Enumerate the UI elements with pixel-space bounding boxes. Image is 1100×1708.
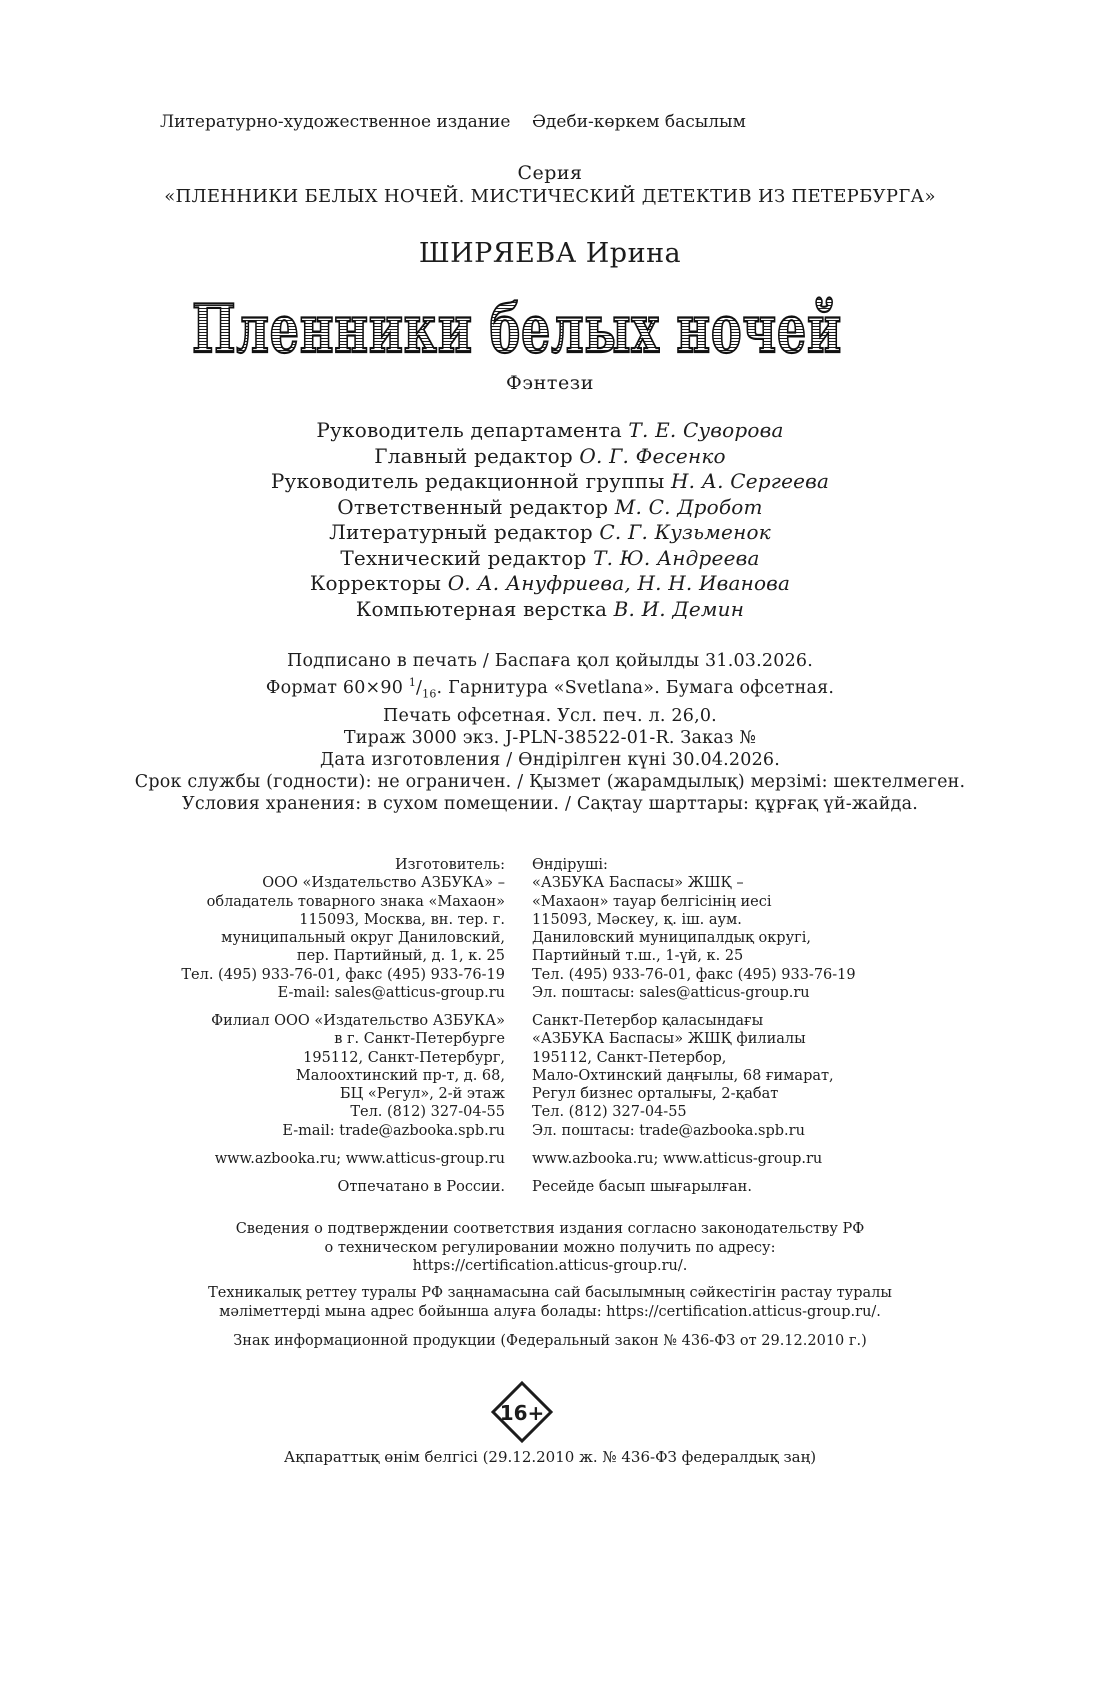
staff-role: Технический редактор <box>340 545 587 570</box>
info-product-sign-kz: Ақпараттық өнім белгісі (29.12.2010 ж. № 436-ФЗ федералдық заң) <box>283 1448 817 1466</box>
branch-kz-line: Мало-Охтинский даңғылы, 68 ғимарат, <box>532 1067 834 1084</box>
staff-role: Компьютерная верстка <box>355 596 608 621</box>
staff-role: Ответственный редактор <box>337 494 609 519</box>
manufacturer-kz-line: «АЗБУКА Баспасы» ЖШҚ – <box>532 875 744 892</box>
staff-role: Руководитель департамента <box>316 418 622 442</box>
staff-name: О. Г. Фесенко <box>579 443 726 468</box>
staff-name: О. А. Ануфриева, Н. Н. Иванова <box>447 571 791 595</box>
manufacturer-ru-line: ООО «Издательство АЗБУКА» – <box>262 875 505 892</box>
branch-ru-line: Филиал ООО «Издательство АЗБУКА» <box>211 1013 505 1029</box>
manufacturer-kz-line: Партийный т.ш., 1-үй, к. 25 <box>532 948 744 965</box>
staff-name: Н. А. Сергеева <box>671 469 830 493</box>
branch-ru-line: E-mail: trade@azbooka.spb.ru <box>282 1122 505 1139</box>
editorial-staff <box>0 418 1100 622</box>
series-label: Серия <box>517 162 583 184</box>
manufacturer-ru-line: обладатель товарного знака «Махаон» <box>206 893 505 910</box>
manufacturer-kz-line: 115093, Мәскеу, қ. іш. аум. <box>532 911 742 928</box>
staff-row <box>0 444 1100 470</box>
branch-kz-line: «АЗБУКА Баспасы» ЖШҚ филиалы <box>532 1031 806 1048</box>
staff-row <box>0 469 1100 495</box>
branch-kz-line: 195112, Санкт-Петербор, <box>532 1049 727 1066</box>
book-title-lettering <box>0 268 1100 378</box>
printed-in-kz: Ресейде басып шығарылған. <box>532 1179 752 1195</box>
staff-role: Руководитель редакционной группы <box>270 469 665 493</box>
manufacturer-ru-line: Изготовитель: <box>394 857 505 873</box>
book-title-text: Пленники белых ночей <box>192 290 842 368</box>
certification-kz-line: мәліметтерді мына адрес бойынша алуға болады: https://certification.atticus-group.ru/. <box>219 1303 881 1320</box>
manufacturer-kz-line: Эл. поштасы: sales@atticus-group.ru <box>532 985 810 1002</box>
staff-row <box>0 520 1100 546</box>
manufacturer-ru-line: 115093, Москва, вн. тер. г. <box>299 911 505 928</box>
manufacturer-kz <box>532 856 856 1002</box>
age-rating-badge <box>490 1380 554 1444</box>
series-name: «ПЛЕННИКИ БЕЛЫХ НОЧЕЙ. МИСТИЧЕСКИЙ ДЕТЕКТИВ ИЗ ПЕТЕРБУРГА» <box>164 186 936 207</box>
branch-ru-line: Тел. (812) 327-04-55 <box>350 1104 505 1121</box>
certification-ru <box>0 1220 1100 1276</box>
branch-ru-line: 195112, Санкт-Петербург, <box>303 1049 505 1066</box>
staff-name: С. Г. Кузьменок <box>599 520 771 544</box>
branch-ru-line: Малоохтинский пр-т, д. 68, <box>295 1067 505 1084</box>
edition-type-ru: Литературно-художественное издание <box>160 112 511 132</box>
manufacturer-ru-line: муниципальный округ Даниловский, <box>221 930 505 947</box>
branch-ru <box>211 1012 505 1140</box>
branch-kz-line: Эл. поштасы: trade@azbooka.spb.ru <box>532 1122 805 1139</box>
edition-type-kz: Әдеби-көркем басылым <box>532 112 746 132</box>
run-line: Тираж 3000 экз. J-PLN-38522-01-R. Заказ № <box>343 728 757 749</box>
manufacturer-kz-line: Даниловский муниципалдық округі, <box>532 930 811 947</box>
shelf-life: Срок службы (годности): не ограничен. / Қызмет (жарамдылық) мерзімі: шектелмеген. <box>134 772 966 793</box>
storage-conditions: Условия хранения: в сухом помещении. / Сақтау шарттары: құрғақ үй-жайда. <box>181 794 918 815</box>
branch-kz-line: Тел. (812) 327-04-55 <box>532 1104 687 1121</box>
staff-row <box>0 418 1100 444</box>
certification-ru-line: о техническом регулировании можно получить по адресу: <box>324 1239 776 1256</box>
certification-kz-line: Техникалық реттеу туралы РФ заңнамасына сай басылымның сәйкестігін растау туралы <box>208 1285 892 1301</box>
staff-name: Т. Ю. Андреева <box>593 545 760 570</box>
staff-row <box>0 495 1100 521</box>
branch-kz <box>532 1012 834 1140</box>
print-line: Печать офсетная. Усл. печ. л. 26,0. <box>383 706 717 727</box>
printed-in-ru: Отпечатано в России. <box>337 1179 505 1195</box>
staff-role: Литературный редактор <box>329 520 593 544</box>
branch-kz-line: Санкт-Петербор қаласындағы <box>532 1013 764 1029</box>
branch-ru-line: БЦ «Регул», 2-й этаж <box>339 1086 505 1103</box>
manufacturer-kz-line: «Махаон» тауар белгісінің иесі <box>532 893 772 910</box>
production-date: Дата изготовления / Өндірілген күні 30.04.2026. <box>319 750 781 771</box>
website-kz: www.azbooka.ru; www.atticus-group.ru <box>532 1151 823 1167</box>
manufacturer-ru-line: пер. Партийный, д. 1, к. 25 <box>296 948 505 965</box>
manufacturer-ru-line: Тел. (495) 933-76-01, факс (495) 933-76-19 <box>181 966 505 983</box>
manufacturer-ru <box>181 856 505 1002</box>
certification-kz <box>0 1284 1100 1321</box>
manufacturer-ru-line: E-mail: sales@atticus-group.ru <box>277 985 505 1002</box>
staff-row <box>0 546 1100 572</box>
certification-ru-line: Сведения о подтверждении соответствия издания согласно законодательству РФ <box>235 1221 865 1237</box>
staff-name: Т. Е. Суворова <box>628 418 784 442</box>
staff-row <box>0 597 1100 623</box>
format-line: Формат 60×90 $^1/_{16}$. Гарнитура «Svetlana». Бумага офсетная. <box>265 676 835 701</box>
staff-name: В. И. Демин <box>613 596 745 621</box>
info-product-sign: Знак информационной продукции (Федеральный закон № 436-ФЗ от 29.12.2010 г.) <box>233 1333 867 1349</box>
staff-role: Корректоры <box>309 571 442 595</box>
staff-role: Главный редактор <box>374 443 573 468</box>
signed-date: Подписано в печать / Баспаға қол қойылды 31.03.2026. <box>286 651 813 671</box>
manufacturer-kz-line: Өндіруші: <box>532 857 608 873</box>
certification-ru-line: https://certification.atticus-group.ru/. <box>412 1258 688 1274</box>
staff-name: М. С. Дробот <box>614 494 763 519</box>
branch-kz-line: Регул бизнес орталығы, 2-қабат <box>532 1086 779 1103</box>
imprint-details <box>0 650 1100 815</box>
manufacturer-kz-line: Тел. (495) 933-76-01, факс (495) 933-76-19 <box>532 966 856 983</box>
website-ru: www.azbooka.ru; www.atticus-group.ru <box>214 1151 505 1167</box>
book-title <box>0 268 1100 378</box>
staff-row <box>0 571 1100 597</box>
genre: Фэнтези <box>505 372 595 394</box>
branch-ru-line: в г. Санкт-Петербурге <box>334 1031 505 1048</box>
age-rating-text: 16+ <box>499 1401 545 1425</box>
author-name: ШИРЯЕВА Ирина <box>418 238 682 269</box>
